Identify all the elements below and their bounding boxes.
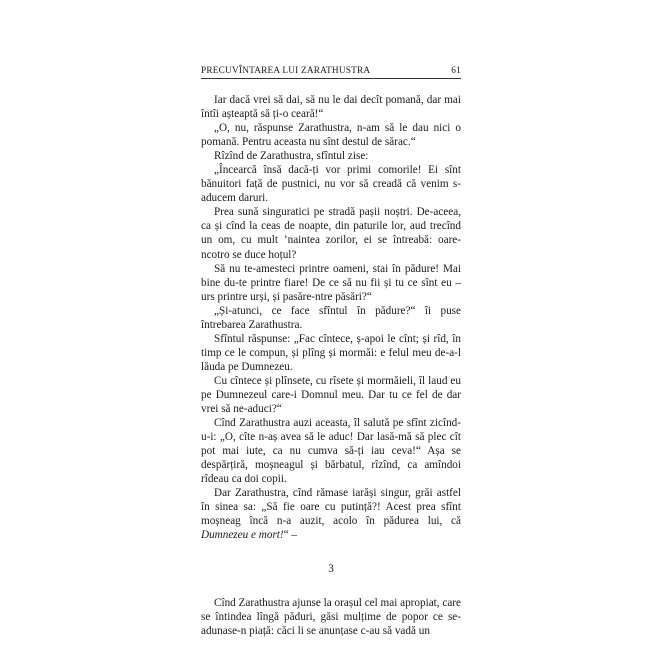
paragraph: Prea sună singuratici pe stradă pașii noștri. De-aceea, ca și cînd la ceas de noapte, din paturile lor, aud trecînd un om, cu mult ’naintea zorilor, ei se întreabă: oare-ncotro se duce hoțul? bbox=[201, 206, 461, 261]
running-title: PRECUVÎNTAREA LUI ZARATHUSTRA bbox=[201, 66, 371, 76]
paragraph: „Încearcă însă dacă-ți vor primi comorile! Ei sînt bănuitori față de pustnici, nu vor să creadă că venim s-aducem daruri. bbox=[201, 164, 461, 205]
page-number: 61 bbox=[451, 66, 461, 76]
paragraph: „O, nu, răspunse Zarathustra, n-am să le dau nici o pomană. Pentru aceasta nu sînt destul de sărac.“ bbox=[201, 122, 461, 149]
paragraph: Iar dacă vrei să dai, să nu le dai decît pomană, dar mai întîi așteaptă să ți-o ceară!“ bbox=[201, 94, 461, 121]
paragraph-tail: “ – bbox=[283, 529, 298, 542]
paragraph: Cu cîntece și plînsete, cu rîsete și mormăieli, îl laud eu pe Dumnezeul care-i Domnul meu. Dar tu ce fel de dar vrei să ne-aduci?“ bbox=[201, 374, 461, 416]
paragraph: „Și-atunci, ce face sfîntul în pădure?“ îi puse întrebarea Zarathustra. bbox=[201, 304, 461, 331]
paragraph: Să nu te-amesteci printre oameni, stai în pădure! Mai bine du-te printre fiare! De ce să nu fii și tu ce sînt eu – urs printre urși, și pasăre-ntre păsări?“ bbox=[201, 262, 461, 303]
running-header bbox=[201, 66, 461, 79]
section-number: 3 bbox=[328, 562, 334, 575]
paragraph-text: Dar Zarathustra, cînd rămase iarăși singur, grăi astfel în sinea sa: „Să fie oare cu putință?! Acest prea sfînt moșneag încă n-a auzit, acolo în pădurea lui, că bbox=[201, 487, 461, 528]
body-text bbox=[201, 93, 461, 638]
paragraph: Sfîntul răspunse: „Fac cîntece, ș-apoi le cînt; și rîd, în timp ce le compun, și plîng și mormăi: e felul meu de-a-l lăuda pe Dumnezeu. bbox=[201, 332, 461, 373]
emphasis-text: Dumnezeu e mort! bbox=[201, 529, 284, 542]
paragraph-last bbox=[201, 486, 461, 542]
section-paragraph: Cînd Zarathustra ajunse la orașul cel mai apropiat, care se întindea lîngă păduri, găsi mulțime de popor ce se-adunase-n piață: căci li se anunțase c-au să vadă un bbox=[201, 596, 461, 637]
paragraph: Cînd Zarathustra auzi aceasta, îl salută pe sfînt zicînd-u-i: „O, cîte n-aș avea să le aduc! Dar lasă-mă să plec cît pot mai iute, ca nu cumva să-ți iau ceva!“ Așa se despărțiră, moșneagul și bărbatul, rîzînd, ca amîndoi rîdeau ca doi copii. bbox=[201, 417, 461, 486]
paragraph: Rîzînd de Zarathustra, sfîntul zise: bbox=[214, 150, 369, 163]
